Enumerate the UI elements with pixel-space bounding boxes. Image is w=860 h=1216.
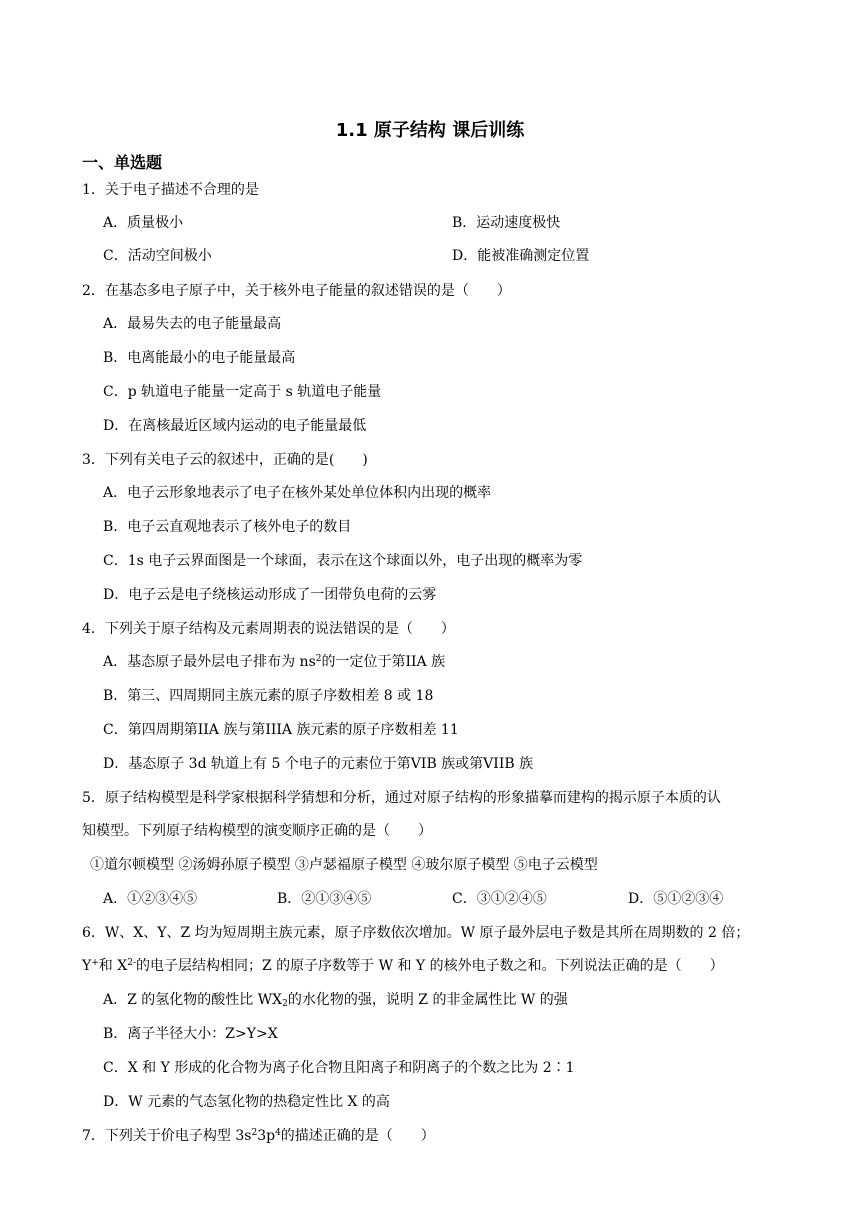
question-3-option-d: D．电子云是电子绕核运动形成了一团带负电荷的云雾 — [103, 587, 437, 603]
question-4-option-c: C．第四周期第IIA 族与第IIIA 族元素的原子序数相差 11 — [103, 722, 459, 738]
stem-text: 7．下列关于价电子构型 3s — [82, 1128, 252, 1144]
question-5-stem-line2: 知模型。下列原子结构模型的演变顺序正确的是（ ） — [82, 823, 432, 839]
question-4-option-d: D．基态原子 3d 轨道上有 5 个电子的元素位于第VIB 族或第VIIB 族 — [103, 756, 534, 772]
question-3-option-b: B．电子云直观地表示了核外电子的数目 — [103, 519, 352, 535]
question-1-option-b: B．运动速度极快 — [452, 215, 561, 231]
stem-text: 和 X — [98, 958, 128, 974]
question-6-stem-line2 — [82, 956, 724, 976]
option-text: 的一定位于第IIA 族 — [321, 654, 446, 670]
question-6-stem-line1: 6．W、X、Y、Z 均为短周期主族元素，原子序数依次增加。W 原子最外层电子数是其所在周期数的 2 倍； — [82, 925, 750, 941]
question-3-option-c: C．1s 电子云界面图是一个球面，表示在这个球面以外，电子出现的概率为零 — [103, 553, 583, 569]
question-5-models: ①道尔顿模型 ②汤姆孙原子模型 ③卢瑟福原子模型 ④玻尔原子模型 ⑤电子云模型 — [90, 857, 598, 873]
question-5-stem-line1: 5．原子结构模型是科学家根据科学猜想和分析，通过对原子结构的形象描摹而建构的揭示原子本质的认 — [82, 790, 721, 806]
option-text: A．基态原子最外层电子排布为 ns — [103, 654, 316, 670]
question-5-option-a: A．①②③④⑤ — [103, 891, 198, 907]
question-7-stem — [82, 1126, 435, 1146]
question-4-option-b: B．第三、四周期同主族元素的原子序数相差 8 或 18 — [103, 688, 434, 704]
superscript: + — [91, 958, 99, 968]
question-1-option-d: D．能被准确测定位置 — [452, 248, 590, 264]
stem-text: Y — [82, 958, 92, 974]
question-6-option-b: B．离子半径大小：Z>Y>X — [103, 1026, 278, 1042]
question-2-stem: 2．在基态多电子原子中，关于核外电子能量的叙述错误的是（ ） — [82, 283, 511, 299]
question-5-option-d: D．⑤①②③④ — [628, 891, 724, 907]
section-heading: 一、单选题 — [82, 153, 163, 172]
question-2-option-d: D．在离核最近区域内运动的电子能量最低 — [103, 418, 367, 434]
question-3-option-a: A．电子云形象地表示了电子在核外某处单位体积内出现的概率 — [103, 485, 492, 501]
question-5-option-b: B．②①③④⑤ — [277, 891, 372, 907]
question-2-option-a: A．最易失去的电子能量最高 — [103, 316, 282, 332]
question-5-option-c: C．③①②④⑤ — [452, 891, 547, 907]
question-4-stem: 4．下列关于原子结构及元素周期表的说法错误的是（ ） — [82, 621, 455, 637]
question-6-option-a — [103, 990, 568, 1010]
page-title: 1.1 原子结构 课后训练 — [335, 120, 525, 141]
superscript: 4 — [275, 1128, 281, 1138]
subscript: 2 — [282, 999, 288, 1009]
stem-text: 的电子层结构相同；Z 的原子序数等于 W 和 Y 的核外电子数之和。下列说法正确的是（ ） — [136, 958, 724, 974]
question-1-option-c: C．活动空间极小 — [103, 248, 212, 264]
question-4-option-a — [103, 652, 445, 672]
stem-text: 的描述正确的是（ ） — [280, 1128, 435, 1144]
option-text: A．Z 的氢化物的酸性比 WX — [103, 992, 283, 1008]
option-text: 的水化物的强，说明 Z 的非金属性比 W 的强 — [287, 992, 568, 1008]
superscript: 2 — [251, 1128, 258, 1138]
question-2-option-c: C．p 轨道电子能量一定高于 s 轨道电子能量 — [103, 384, 382, 400]
question-3-stem: 3．下列有关电子云的叙述中，正确的是( ) — [82, 452, 368, 468]
question-1-stem: 1．关于电子描述不合理的是 — [82, 182, 259, 198]
question-2-option-b: B．电离能最小的电子能量最高 — [103, 350, 296, 366]
superscript: 2 — [315, 654, 322, 664]
question-6-option-d: D．W 元素的气态氢化物的热稳定性比 X 的高 — [103, 1094, 390, 1110]
question-1-option-a: A．质量极小 — [103, 215, 184, 231]
stem-text: 3p — [257, 1128, 276, 1144]
superscript: 2- — [127, 958, 136, 968]
question-6-option-c: C．X 和 Y 形成的化合物为离子化合物且阳离子和阴离子的个数之比为 2∶1 — [103, 1060, 575, 1076]
